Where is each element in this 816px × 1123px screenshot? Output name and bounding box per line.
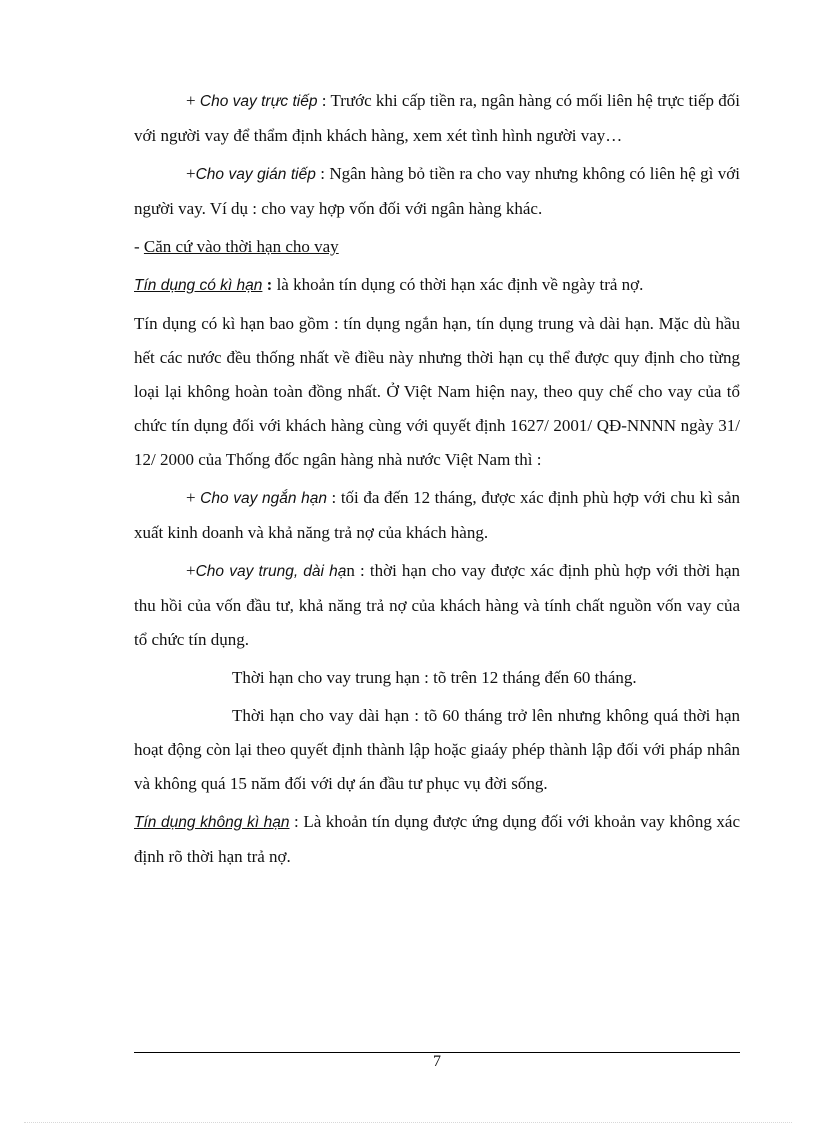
lead: + <box>186 561 196 580</box>
lead: + <box>186 164 196 183</box>
paragraph-medium-term-period: Thời hạn cho vay trung hạn : tõ trên 12 tháng đến 60 tháng. <box>232 668 637 687</box>
colon: : <box>262 275 273 294</box>
paragraph-short-term <box>134 481 740 550</box>
paragraph-indirect-lending <box>134 157 740 226</box>
paragraph-long-term-period: Thời hạn cho vay dài hạn : tõ 60 tháng trở lên nhưng không quá thời hạn hoạt động còn lại theo quyết định thành lập hoặc giaáy phép thành lập đối với pháp nhân và không quá 15 năm đối với dự án đầu tư phục vụ đời sống. <box>134 706 740 793</box>
section-heading <box>134 230 740 264</box>
term-indirect-lending: Cho vay gián tiếp <box>195 166 316 183</box>
paragraph-term-credit <box>134 268 740 303</box>
term-credit-without-term: Tín dụng không kì hạn <box>134 814 290 831</box>
heading-prefix: - <box>134 237 144 256</box>
heading-text: Căn cứ vào thời hạn cho vay <box>143 237 339 256</box>
paragraph-term-credit-details: Tín dụng có kì hạn bao gồm : tín dụng ngắn hạn, tín dụng trung và dài hạn. Mặc dù hầu hết các nước đều thống nhất về điều này nhưng thời hạn cụ thể được quy định cho từng loại lại không hoàn toàn đồng nhất. Ở Việt Nam hiện nay, theo quy chế cho vay của tổ chức tín dụng đối với khách hàng cùng với quyết định 1627/ 2001/ QĐ-NNNN ngày 31/ 12/ 2000 của Thống đốc ngân hàng nhà nước Việt Nam thì : <box>134 314 740 469</box>
document-body <box>134 80 740 874</box>
paragraph-medium-long-term <box>134 554 740 657</box>
paragraph-direct-lending <box>134 84 740 153</box>
term-medium-long-term: Cho vay trung, dài hạ <box>195 563 347 580</box>
page-number: 7 <box>433 1053 441 1070</box>
definition: : Ngân hàng bỏ tiền ra cho vay nhưng không có liên hệ gì với người vay. Ví dụ : cho vay hợp vốn đối với ngân hàng khác. <box>134 164 740 218</box>
term-short-term: Cho vay ngắn hạn <box>200 490 327 507</box>
term-direct-lending: Cho vay trực tiếp <box>199 93 318 110</box>
definition: : Là khoản tín dụng được ứng dụng đối với khoản vay không xác định rõ thời hạn trả nợ. <box>134 812 740 866</box>
term-credit-with-term: Tín dụng có kì hạn <box>134 277 263 294</box>
definition: : tối đa đến 12 tháng, được xác định phù hợp với chu kì sản xuất kinh doanh và khả năng trả nợ của khách hàng. <box>134 488 740 542</box>
definition: : Trước khi cấp tiền ra, ngân hàng có mối liên hệ trực tiếp đối với người vay để thẩm định khách hàng, xem xét tình hình người vay… <box>134 91 740 145</box>
definition: n : thời hạn cho vay được xác định phù hợp với thời hạn thu hồi của vốn đầu tư, khả năng trả nợ của khách hàng và tính chất nguồn vốn vay của tổ chức tín dụng. <box>134 561 741 649</box>
lead: + <box>186 91 200 110</box>
definition: là khoản tín dụng có thời hạn xác định về ngày trả nợ. <box>272 275 644 294</box>
paragraph-no-term-credit <box>134 805 740 874</box>
lead: + <box>186 488 201 507</box>
